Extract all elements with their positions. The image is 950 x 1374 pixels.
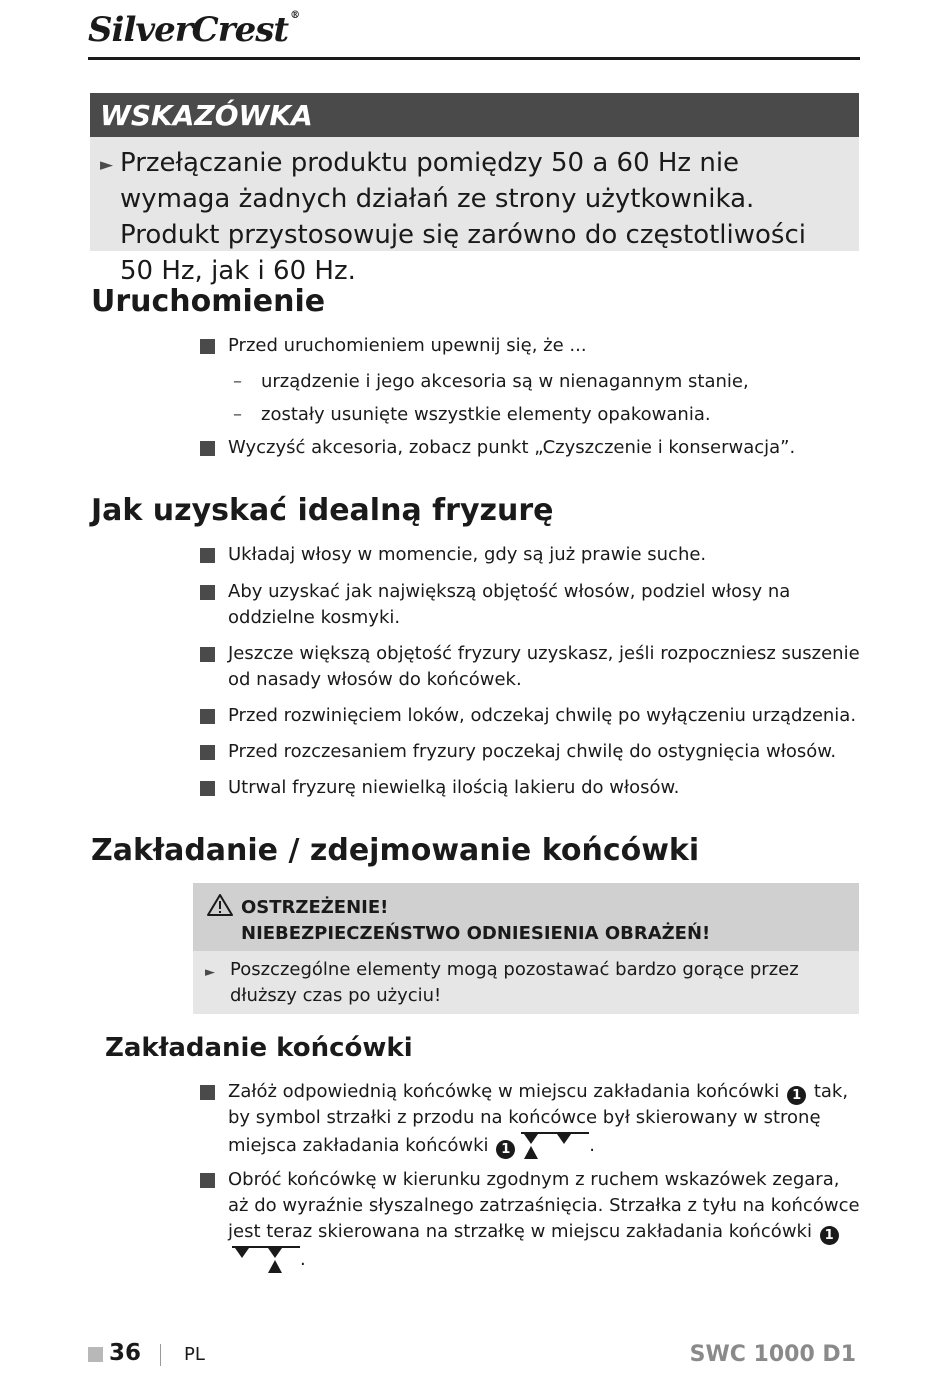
list-item bbox=[200, 542, 860, 568]
list-item bbox=[200, 703, 860, 729]
step1-text-a: Załóż odpowiednią końcówkę w miejscu zakładania końcówki bbox=[228, 1081, 780, 1102]
brand-registered-mark: ® bbox=[290, 10, 300, 21]
sub-list-item bbox=[233, 402, 853, 428]
square-bullet-icon bbox=[200, 781, 215, 796]
number-1-icon: 1 bbox=[787, 1086, 806, 1105]
section-heading-attachment: Zakładanie / zdejmowanie końcówki bbox=[91, 833, 700, 868]
footer-divider bbox=[160, 1344, 161, 1366]
alignment-arrows-icon bbox=[232, 1245, 300, 1275]
warning-body bbox=[193, 951, 859, 1009]
list-item-text: Jeszcze większą objętość fryzury uzyskasz, jeśli rozpoczniesz suszenie od nasady włosów do końcówek. bbox=[228, 643, 860, 690]
list-item bbox=[200, 641, 860, 693]
square-bullet-icon bbox=[200, 1173, 215, 1188]
step2-text: Obróć końcówkę w kierunku zgodnym z ruchem wskazówek zegara, aż do wyraźnie słyszalnego zatrzaśnięcia. Strzałka z tyłu na końcówce jest teraz skierowana na strzałkę w miejscu zakładania końcówki bbox=[228, 1169, 860, 1242]
arrow-bullet-icon: ► bbox=[205, 965, 215, 980]
note-box bbox=[90, 93, 859, 286]
model-name: SWC 1000 D1 bbox=[689, 1342, 856, 1367]
note-text: Przełączanie produktu pomiędzy 50 a 60 Hz nie wymaga żadnych działań ze strony użytkownika. Produkt przystosowuje się zarówno do częstotliwości 50 Hz, jak i 60 Hz. bbox=[120, 148, 806, 286]
warning-box bbox=[193, 883, 859, 1014]
list-item-text: Aby uzyskać jak największą objętość włosów, podziel włosy na oddzielne kosmyki. bbox=[228, 581, 791, 628]
page-number: 36 bbox=[109, 1340, 142, 1366]
note-body bbox=[90, 137, 859, 289]
page-header bbox=[88, 6, 860, 60]
warning-triangle-icon bbox=[207, 893, 233, 917]
warning-title: OSTRZEŻENIE! bbox=[241, 897, 389, 918]
list-item bbox=[200, 1167, 860, 1275]
square-bullet-icon bbox=[200, 585, 215, 600]
note-heading: WSKAZÓWKA bbox=[90, 93, 859, 137]
warning-text: Poszczególne elementy mogą pozostawać bardzo gorące przez dłuższy czas po użyciu! bbox=[230, 959, 799, 1006]
number-1-icon: 1 bbox=[496, 1140, 515, 1159]
step1-end: . bbox=[589, 1135, 596, 1156]
subsection-heading-attach: Zakładanie końcówki bbox=[105, 1033, 413, 1063]
list-item-text: Utrwal fryzurę niewielką ilością lakieru do włosów. bbox=[228, 777, 680, 798]
square-bullet-icon bbox=[200, 745, 215, 760]
list-item bbox=[200, 1079, 860, 1161]
brand-logo bbox=[88, 10, 299, 50]
list-item-text: Przed uruchomieniem upewnij się, że ... bbox=[228, 335, 587, 356]
list-item bbox=[200, 435, 860, 461]
brand-name: SilverCrest bbox=[88, 10, 289, 50]
list-item bbox=[200, 333, 860, 359]
square-bullet-icon bbox=[200, 441, 215, 456]
number-1-icon: 1 bbox=[820, 1226, 839, 1245]
square-bullet-icon bbox=[200, 339, 215, 354]
square-bullet-icon bbox=[200, 709, 215, 724]
list-item-text bbox=[228, 1079, 860, 1161]
dash-bullet: – bbox=[233, 404, 242, 425]
list-item bbox=[200, 739, 860, 765]
sub-list-item-text: urządzenie i jego akcesoria są w nienagannym stanie, bbox=[261, 371, 749, 392]
sub-list-item-text: zostały usunięte wszystkie elementy opakowania. bbox=[261, 404, 711, 425]
warning-subtitle: NIEBEZPIECZEŃSTWO ODNIESIENIA OBRAŻEŃ! bbox=[241, 923, 711, 944]
language-code: PL bbox=[184, 1344, 205, 1365]
section-heading-startup: Uruchomienie bbox=[91, 284, 326, 319]
dash-bullet: – bbox=[233, 371, 242, 392]
list-item bbox=[200, 775, 860, 801]
step1-text-b: tak, by symbol strzałki z przodu na końcówce był skierowany w stronę miejsca zakładania końcówki bbox=[228, 1081, 849, 1156]
warning-header bbox=[193, 883, 859, 951]
arrow-bullet-icon: ► bbox=[100, 155, 114, 175]
square-bullet-icon bbox=[200, 647, 215, 662]
list-item bbox=[200, 579, 860, 631]
sub-list-item bbox=[233, 369, 853, 395]
list-item-text bbox=[228, 1167, 860, 1275]
list-item-text: Układaj włosy w momencie, gdy są już prawie suche. bbox=[228, 544, 707, 565]
step2-end: . bbox=[300, 1249, 306, 1270]
list-item-text: Przed rozwinięciem loków, odczekaj chwilę po wyłączeniu urządzenia. bbox=[228, 705, 857, 726]
square-bullet-icon bbox=[200, 548, 215, 563]
section-heading-hairstyle: Jak uzyskać idealną fryzurę bbox=[91, 493, 554, 528]
footer-square-icon bbox=[88, 1347, 103, 1362]
alignment-arrows-icon bbox=[521, 1131, 589, 1161]
square-bullet-icon bbox=[200, 1085, 215, 1100]
list-item-text: Wyczyść akcesoria, zobacz punkt „Czyszczenie i konserwacja”. bbox=[228, 437, 796, 458]
list-item-text: Przed rozczesaniem fryzury poczekaj chwilę do ostygnięcia włosów. bbox=[228, 741, 837, 762]
